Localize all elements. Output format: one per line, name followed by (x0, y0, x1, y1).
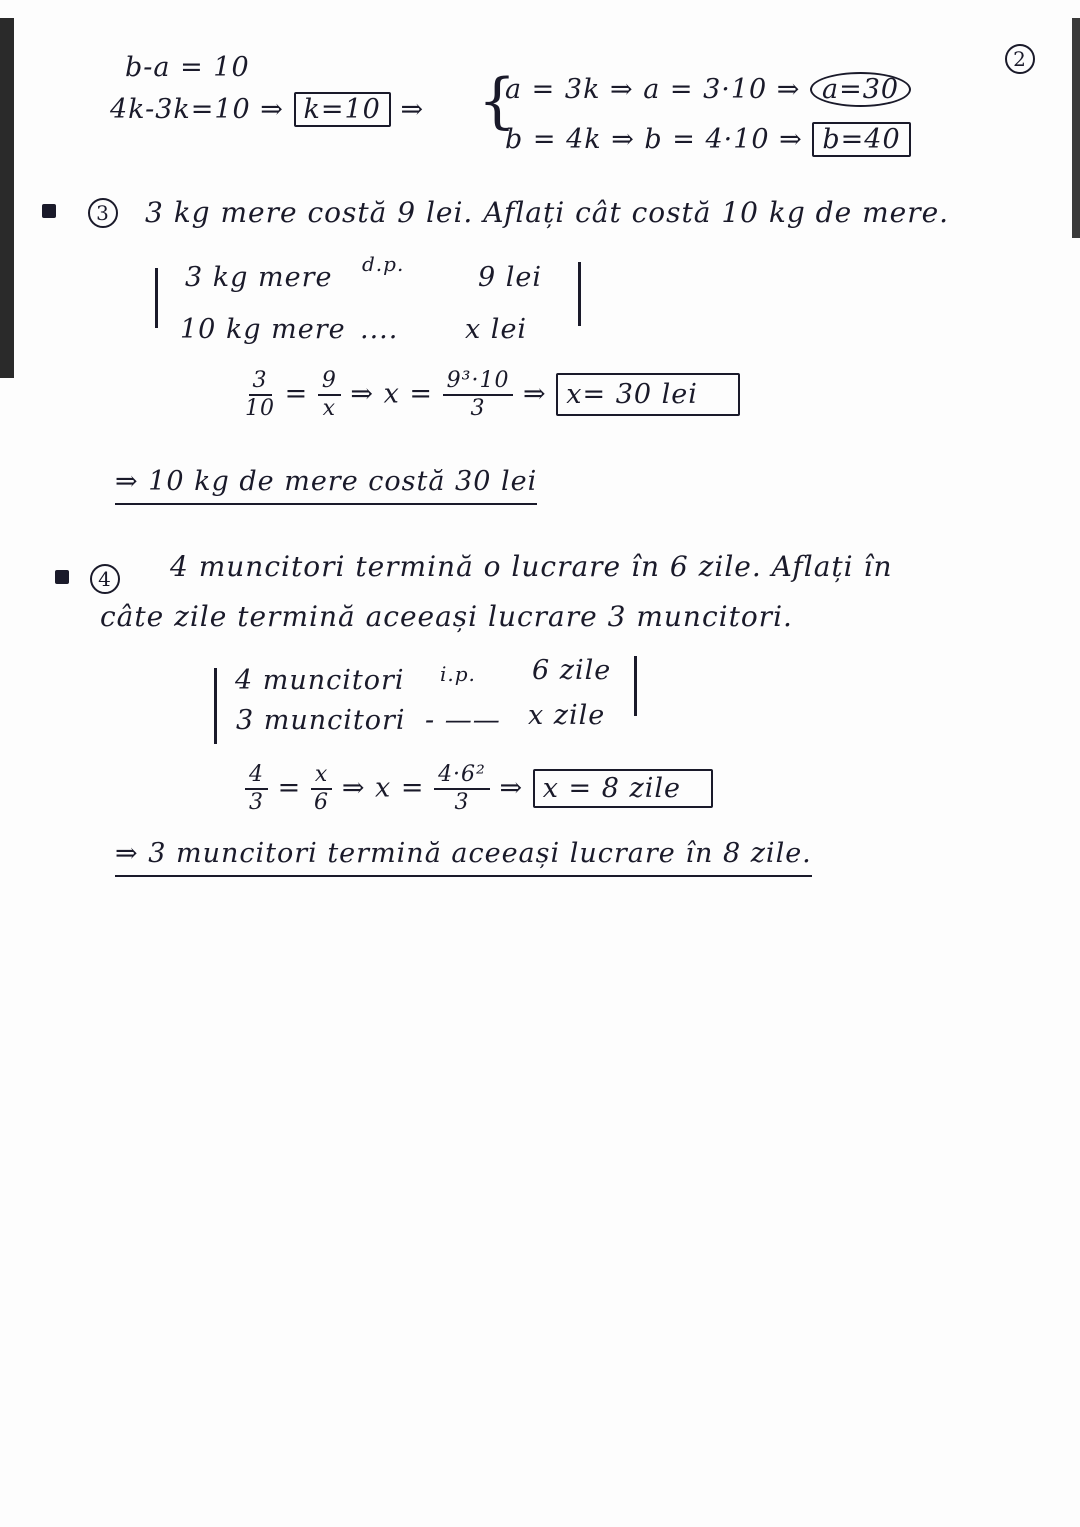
problem-3-number: 3 (88, 196, 118, 228)
p3-conclusion: ⇒ 10 kg de mere costă 30 lei (115, 466, 537, 497)
p4-row2-left: 3 muncitori (236, 705, 406, 736)
arrow-down-icon (155, 268, 158, 328)
problem-4-number: 4 (90, 562, 120, 594)
p4-proportion: $\frac{4}{3}$ = $\frac{x}{6}$ ⇒ x = $\frac{\text{4·6²}}{3}$ ⇒ x = 8 zile (245, 762, 713, 816)
system-brace: { (478, 66, 518, 136)
p3-result-box: x= 30 lei (556, 373, 740, 416)
p3-proportion: $\frac{3}{10}$ = $\frac{9}{x}$ ⇒ x = $\frac{\text{9³·10}}{3}$ ⇒ x= 30 lei (245, 368, 740, 422)
a-equation (505, 74, 911, 105)
p4-dashes: - —— (425, 705, 501, 736)
equation-text: 4k-3k=10 ⇒ (110, 94, 284, 125)
bullet (42, 204, 56, 218)
p4-row1-right: 6 zile (532, 655, 612, 686)
p3-row1-right: 9 lei (478, 262, 543, 293)
a-result-circle: a=30 (810, 72, 911, 107)
p3-row2-right: x lei (465, 314, 528, 345)
problem-4-statement-2: câte zile termină aceeași lucrare 3 muncitori. (100, 600, 793, 633)
p4-relation: i.p. (440, 662, 476, 686)
equation-b-minus-a: b-a = 10 (125, 52, 250, 83)
p4-row2-right: x zile (528, 700, 606, 731)
p3-relation: d.p. (362, 252, 405, 276)
p3-row2-left: 10 kg mere (180, 314, 346, 345)
page-number: 2 (1005, 42, 1035, 74)
arrow-down-icon (634, 656, 637, 716)
b-equation (505, 124, 911, 155)
k-result-box: k=10 (294, 92, 391, 127)
p4-result-box: x = 8 zile (533, 769, 713, 808)
problem-3-statement: 3 kg mere costă 9 lei. Aflați cât costă 10 kg de mere. (145, 196, 950, 229)
scan-edge (0, 18, 14, 378)
p3-dashes: .... (360, 314, 399, 345)
p3-row1-left: 3 kg mere (185, 262, 333, 293)
problem-4-statement-1: 4 muncitori termină o lucrare în 6 zile. Aflați în (170, 550, 893, 583)
p4-conclusion: ⇒ 3 muncitori termină aceeași lucrare în 8 zile. (115, 838, 812, 869)
b-result-box: b=40 (812, 122, 910, 157)
arrow-down-icon (578, 262, 581, 326)
bullet (55, 570, 69, 584)
arrow-up-icon (214, 668, 217, 744)
scan-edge (1072, 18, 1080, 238)
p4-row1-left: 4 muncitori (235, 665, 405, 696)
b-equation-text: b = 4k ⇒ b = 4·10 ⇒ (505, 124, 803, 155)
a-equation-text: a = 3k ⇒ a = 3·10 ⇒ (505, 74, 801, 105)
equation-k: 4k-3k=10 ⇒ k=10 ⇒ (110, 94, 425, 125)
